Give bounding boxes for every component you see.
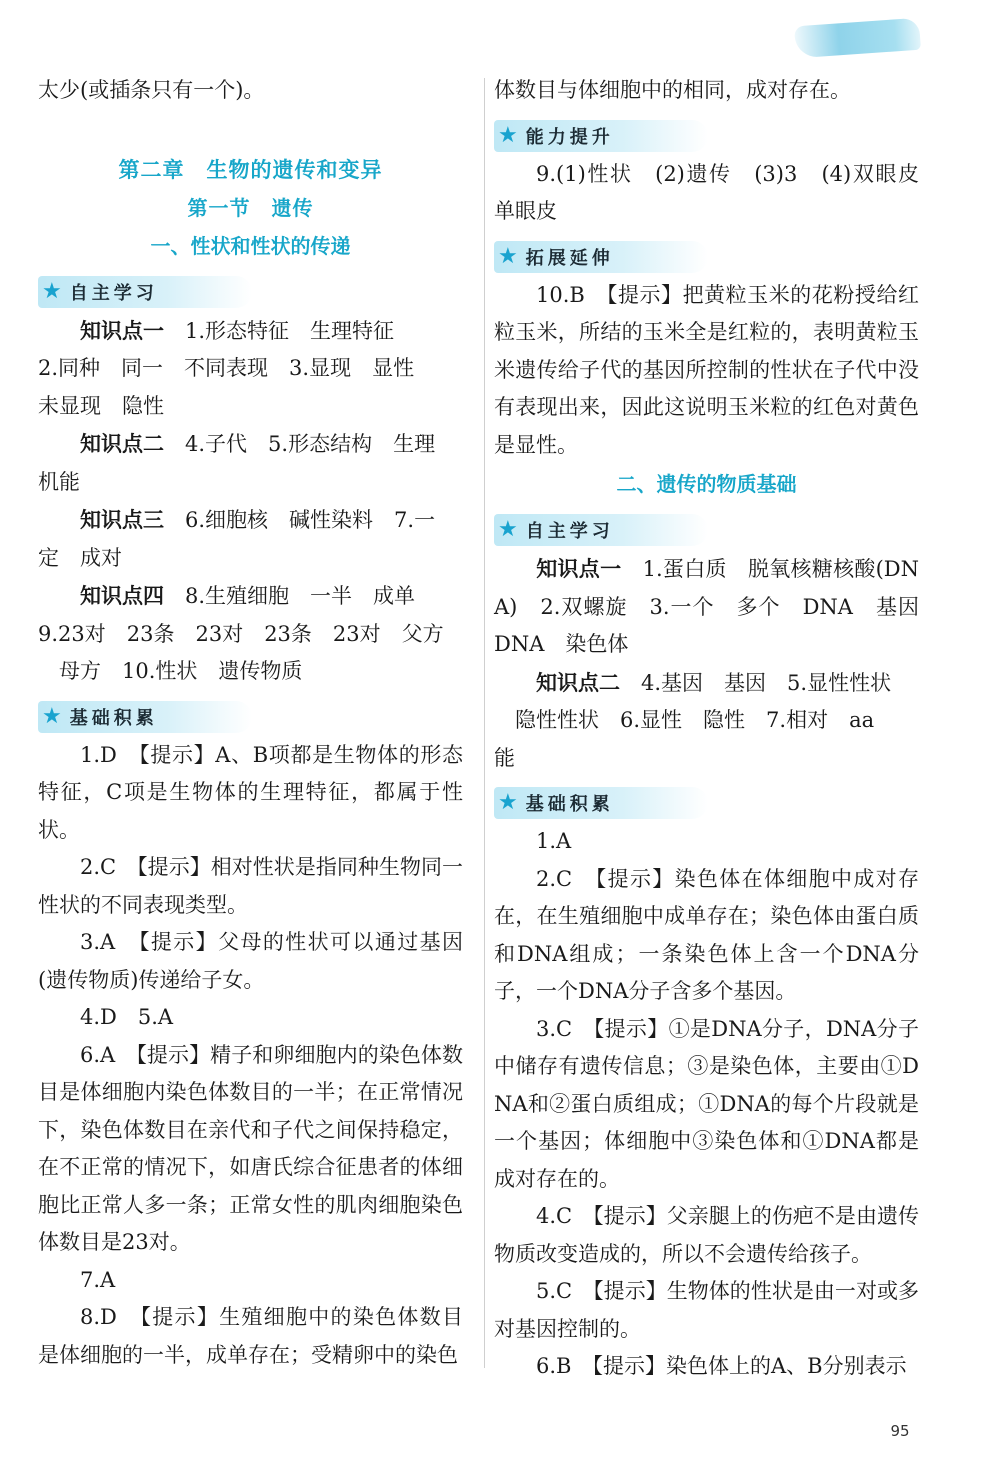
left-column: [38, 72, 463, 1374]
knowledge-point-4-line2: 9.23对 23条 23对 23条 23对 父方: [38, 621, 444, 646]
answer-6: 6.A 【提示】精子和卵细胞内的染色体数目是体细胞内染色体数目的一半；在正常情况下，染色体数目在亲代和子代之间保持稳定，在不正常的情况下，如唐氏综合征患者的体细胞比正常人多一条；正常女性的肌肉细胞染色体数目是23对。: [38, 1042, 463, 1254]
knowledge-point-r2: 知识点二 4.基因 基因 5.显性性状: [536, 669, 892, 695]
intro-text: 太少(或插条只有一个)。: [38, 78, 265, 102]
answer-b4: 4.C 【提示】父亲腿上的伤疤不是由遗传物质改变造成的，所以不会遗传给孩子。: [494, 1204, 919, 1266]
answer-1: 1.D 【提示】A、B项都是生物体的形态特征，C项是生物体的生理特征，都属于性状。: [38, 742, 463, 842]
knowledge-point-r2-line3: 能: [494, 745, 515, 770]
knowledge-point-1-line2: 2.同种 同一 不同表现 3.显现 显性: [38, 356, 415, 380]
knowledge-point-1: 知识点一 1.形态特征 生理特征: [80, 317, 395, 343]
tag-self-study-2: [494, 514, 708, 546]
star-icon: ★: [42, 278, 62, 304]
tag-label: 自主学习: [69, 282, 158, 304]
answer-10: 10.B 【提示】把黄粒玉米的花粉授给红粒玉米，所结的玉米全是红粒的，表明黄粒玉米遗传给子代的基因所控制的性状在子代中没有表现出来，因此这说明玉米粒的红色对黄色是显性。: [494, 282, 919, 457]
tag-label: 基础积累: [525, 794, 614, 815]
answer-b2: 2.C 【提示】染色体在体细胞中成对存在，在生殖细胞中成单存在；染色体由蛋白质和DNA组成；一条染色体上含一个DNA分子，一个DNA分子含多个基因。: [494, 866, 919, 1003]
answer-7: 7.A: [80, 1267, 116, 1292]
tag-label: 拓展延伸: [525, 247, 614, 269]
column-divider: [484, 78, 485, 1368]
answer-b6: 6.B 【提示】染色体上的A、B分别表示: [536, 1354, 907, 1378]
tag-basic-accumulation: [38, 701, 252, 733]
tag-ability-improvement: [494, 120, 708, 152]
tag-self-study: [38, 276, 252, 308]
knowledge-point-2: 知识点二 4.子代 5.形态结构 生理: [80, 431, 436, 456]
knowledge-point-1-line3: 未显现 隐性: [38, 393, 164, 418]
knowledge-point-3: 知识点三 6.细胞核 碱性染料 7.一: [80, 507, 436, 532]
answer-8-continued: 体数目与体细胞中的相同，成对存在。: [494, 78, 851, 102]
star-icon: ★: [498, 517, 518, 542]
answer-4-5: 4.D 5.A: [80, 1005, 174, 1029]
tag-extension: [494, 241, 708, 273]
knowledge-point-r1: 知识点一 1.蛋白质 脱氧核糖核酸(DNA) 2.双螺旋 3.一个 多个 DNA 基因 DNA 染色体: [494, 556, 940, 656]
knowledge-point-3-line2: 定 成对: [38, 545, 122, 570]
tag-label: 自主学习: [525, 521, 614, 542]
page-number: 95: [890, 1422, 910, 1440]
section-title: 第一节 遗传: [187, 195, 314, 220]
star-icon: ★: [498, 243, 518, 269]
tag-basic-accumulation-2: [494, 787, 708, 819]
answer-8: 8.D 【提示】生殖细胞中的染色体数目是体细胞的一半，成单存在；受精卵中的染色: [38, 1305, 463, 1367]
answer-b3: 3.C 【提示】①是DNA分子，DNA分子中储存有遗传信息；③是染色体，主要由①DNA和②蛋白质组成；①DNA的每个片段就是一个基因；体细胞中③染色体和①DNA都是成对存在的。: [494, 1016, 919, 1191]
knowledge-point-4: 知识点四 8.生殖细胞 一半 成单: [80, 583, 416, 608]
subsection-title-2: 二、遗传的物质基础: [616, 472, 797, 496]
knowledge-point-r2-line2: 隐性性状 6.显性 隐性 7.相对 aa: [515, 708, 875, 732]
star-icon: ★: [498, 122, 518, 148]
knowledge-point-4-line3: 母方 10.性状 遗传物质: [59, 659, 303, 683]
subsection-title: 一、性状和性状的传递: [150, 233, 351, 258]
knowledge-point-2-line2: 机能: [38, 469, 80, 494]
answer-3: 3.A 【提示】父母的性状可以通过基因(遗传物质)传递给子女。: [38, 930, 463, 992]
header-brush-decoration: [794, 18, 921, 59]
tag-label: 基础积累: [69, 707, 158, 729]
answer-b1: 1.A: [536, 829, 572, 853]
right-column: [494, 72, 940, 1386]
answer-9: 9.(1)性状 (2)遗传 (3)3 (4)双眼皮 单眼皮: [494, 161, 940, 223]
answer-2: 2.C 【提示】相对性状是指同种生物同一性状的不同表现类型。: [38, 855, 463, 917]
star-icon: ★: [498, 790, 518, 815]
chapter-title: 第二章 生物的遗传和变异: [118, 157, 383, 182]
answer-b5: 5.C 【提示】生物体的性状是由一对或多对基因控制的。: [494, 1279, 919, 1341]
star-icon: ★: [42, 703, 62, 729]
tag-label: 能力提升: [525, 126, 614, 148]
